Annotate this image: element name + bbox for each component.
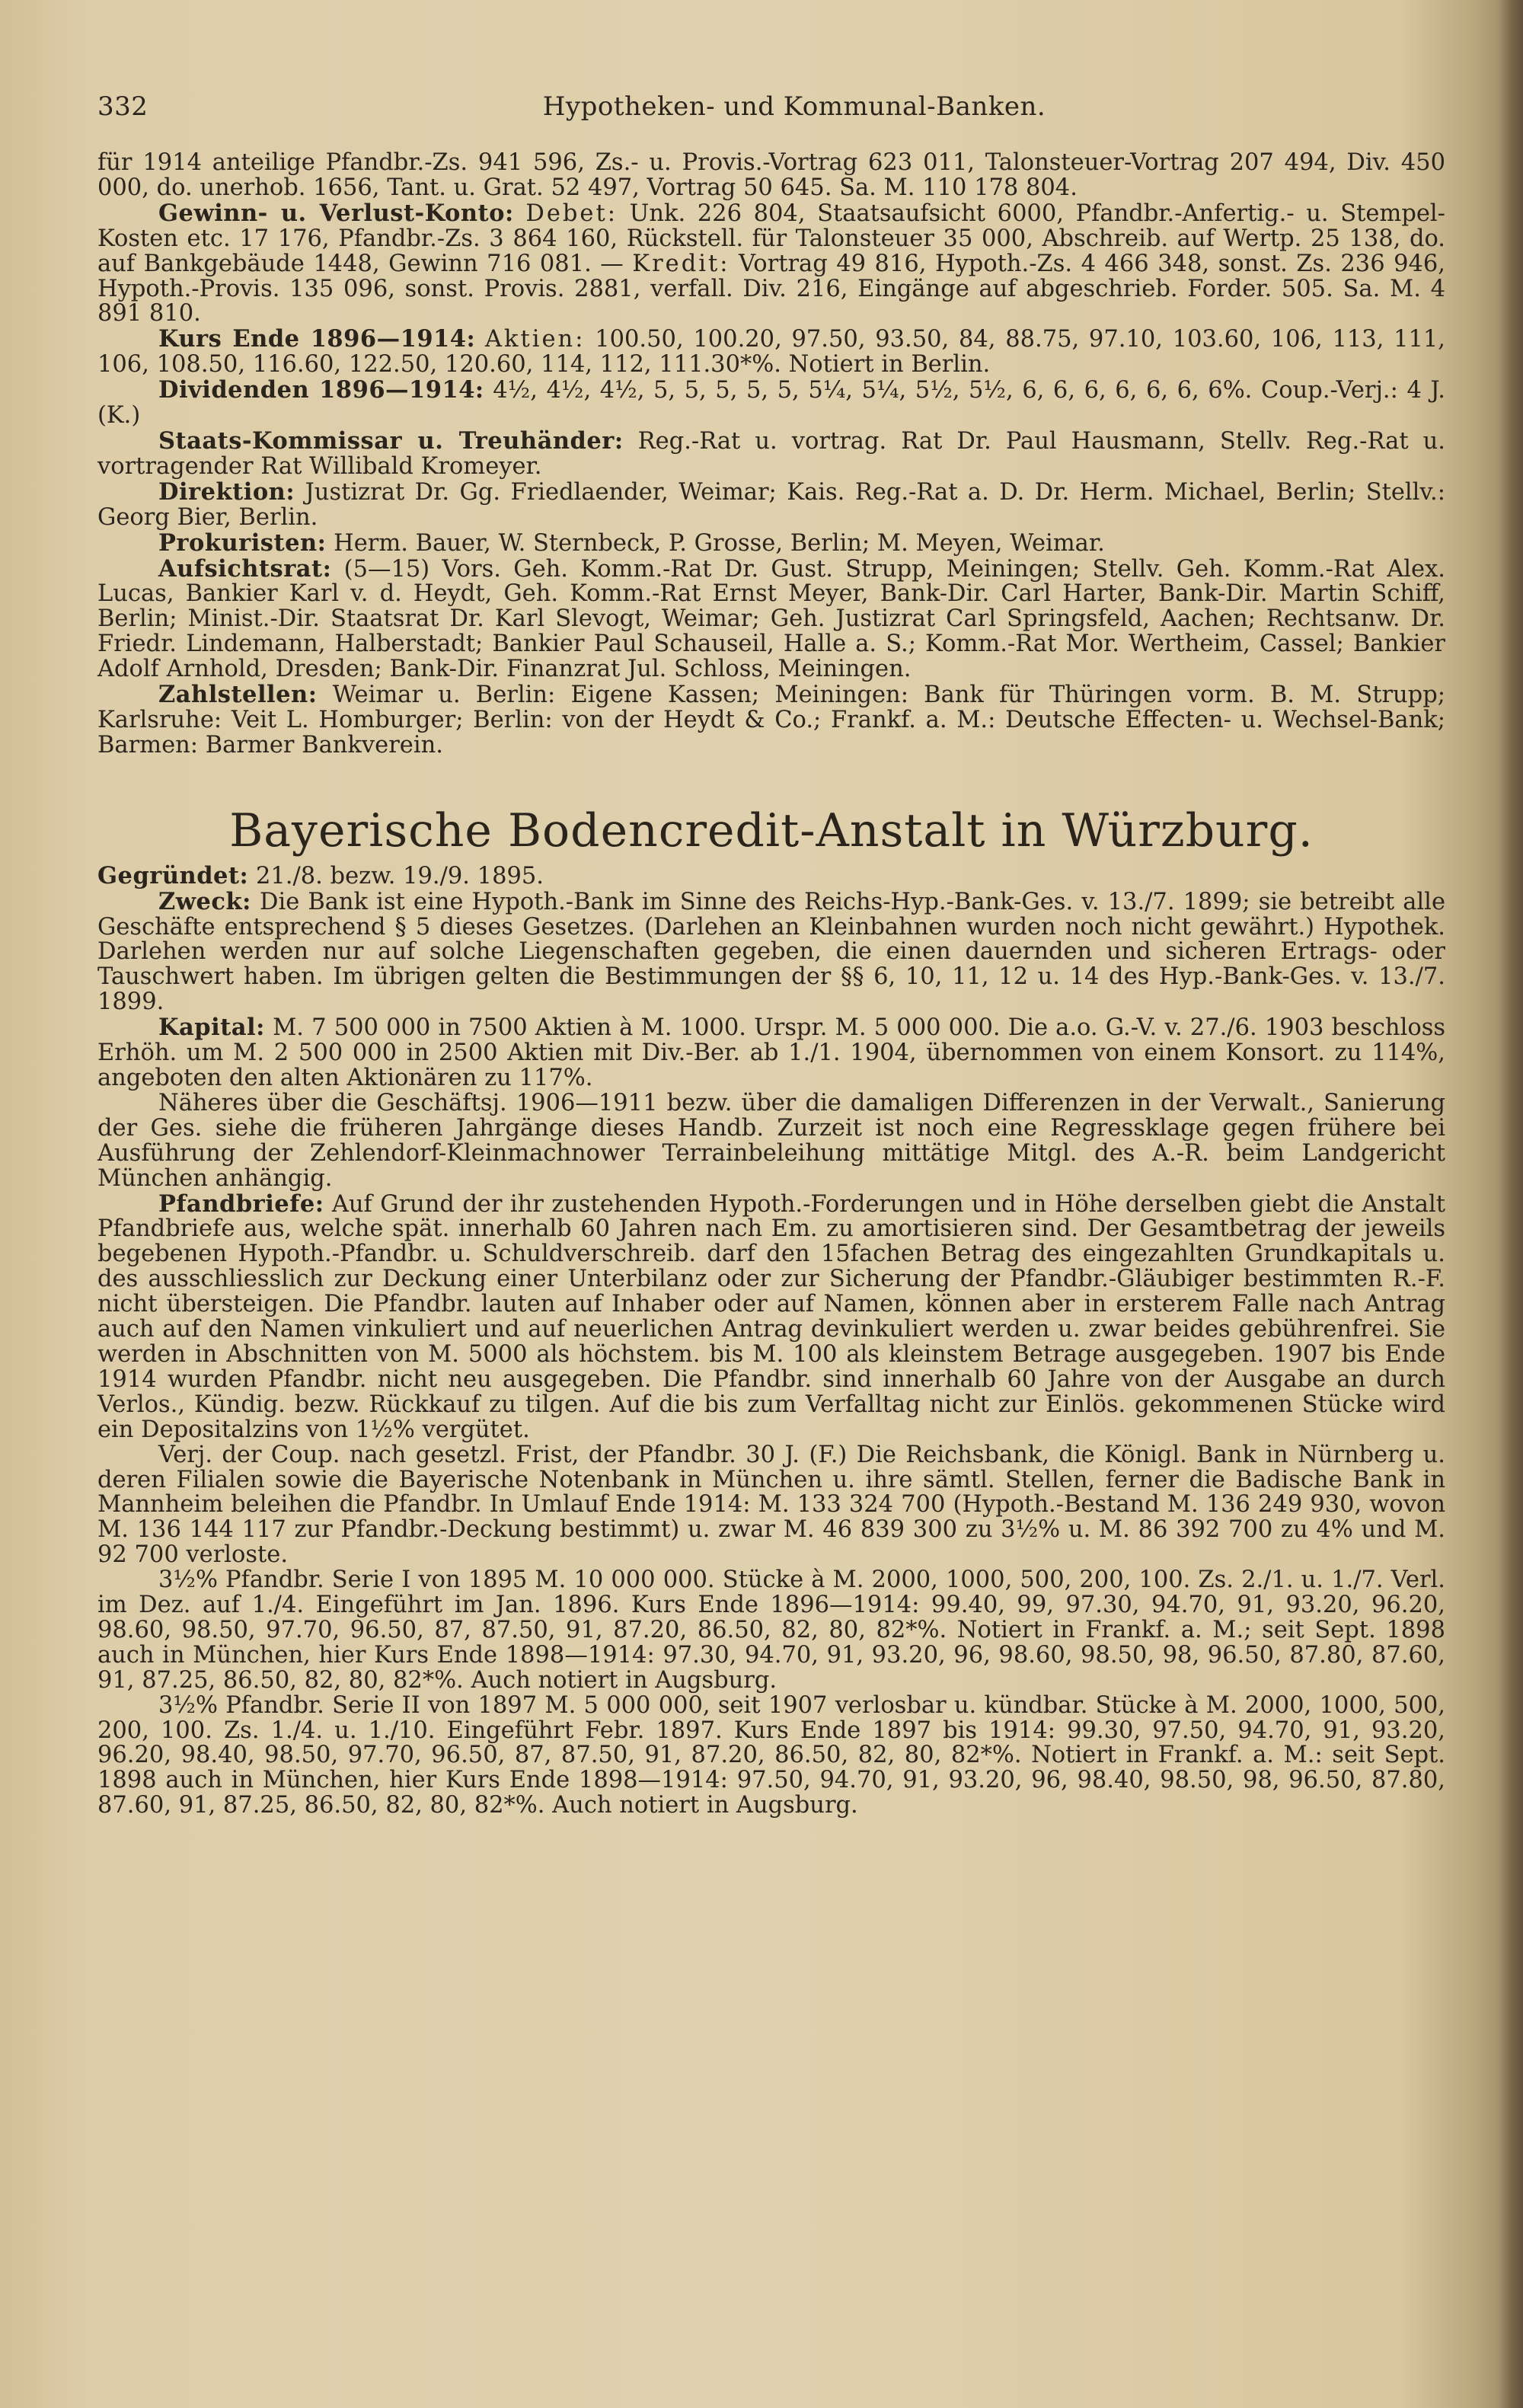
running-head <box>97 91 1445 137</box>
zweck-text: Die Bank ist eine Hypoth.-Bank im Sinne des Reichs-Hyp.-Bank-Ges. v. 13./7. 1899; sie betreibt alle Geschäfte entsprechend § 5 dieses Gesetzes. (Darlehen an Kleinbahnen wurden noch nicht gewährt.) Hypothek. Darlehen werden nur auf solche Liegenschaften gegeben, die einen dauernden und sicheren Ertrags- oder Tauschwert haben. Im übrigen gelten die Bestimmungen der §§ 6, 10, 11, 12 u. 14 des Hyp.-Bank-Ges. v. 13./7. 1899. <box>97 888 1445 1016</box>
direktion-label: Direktion: <box>158 477 295 506</box>
gegruendet-label: Gegründet: <box>97 861 249 889</box>
kapital-paragraph <box>97 1015 1445 1091</box>
kurs-paragraph <box>97 327 1445 378</box>
serie-1-paragraph: 3½% Pfandbr. Serie I von 1895 M. 10 000 000. Stücke à M. 2000, 1000, 500, 200, 100. Zs. 2./1. u. 1./7. Verl. im Dez. auf 1./4. Eingeführt im Jan. 1896. Kurs Ende 1896—1914: 99.40, 99, 97.30, 94.70, 91, 93.20, 96.20, 98.60, 98.50, 97.70, 96.50, 87, 87.50, 91, 87.20, 86.50, 82, 80, 82*%. Notiert in Frankf. a. M.; seit Sept. 1898 auch in München, hier Kurs Ende 1898—1914: 97.30, 94.70, 91, 93.20, 96, 98.60, 98.50, 98, 96.50, 87.80, 87.60, 91, 87.25, 86.50, 82, 80, 82*%. Auch notiert in Augsburg. <box>97 1566 1445 1694</box>
debet-text: Unk. 226 804, Staatsaufsicht 6000, Pfandbr.-Anfertig.- u. Stempel-Kosten etc. 17 176, Pfandbr.-Zs. 3 864 160, Rückstell. für Talonsteuer 35 000, Abschreib. auf Wertp. 25 138, do. auf Bankgebäude 1448, Gewinn 716 081. — <box>97 200 1445 277</box>
aktien-label: Aktien: <box>484 326 586 353</box>
pfandbriefe-paragraph <box>97 1192 1445 1443</box>
kredit-label: Kredit: <box>632 250 730 277</box>
pfandbriefe-text: Auf Grund der ihr zustehenden Hypoth.-Forderungen und in Höhe derselben giebt die Anstalt Pfandbriefe aus, welche spät. innerhalb 60 Jahren nach Em. zu amortisieren sind. Der Gesamtbetrag der jeweils begebenen Hypoth.-Pfandbr. u. Schuldverschreib. darf den 15fachen Betrag des eingezahlten Grundkapitals u. des ausschliesslich zur Deckung einer Unterbilanz oder zur Sicherung der Pfandbr.-Gläubiger bestimmten R.-F. nicht übersteigen. Die Pfandbr. lauten auf Inhaber oder auf Namen, können aber in ersterem Falle nach Antrag auch auf den Namen vinkuliert und auf neuerlichen Antrag devinkuliert werden u. zwar beides gebührenfrei. Sie werden in Abschnitten von M. 5000 als höchstem. bis M. 100 als kleinstem Betrage ausgegeben. 1907 bis Ende 1914 wurden Pfandbr. nicht neu ausgegeben. Die Pfandbr. sind innerhalb 60 Jahre von der Ausgabe an durch Verlos., Kündig. bezw. Rückkauf zu tilgen. Auf die bis zum Verfalltag nicht zur Einlös. gekommenen Stücke wird ein Depositalzins von 1½% vergütet. <box>97 1190 1445 1443</box>
dividenden-text: 4½, 4½, 4½, 5, 5, 5, 5, 5, 5¼, 5¼, 5½, 5½, 6, 6, 6, 6, 6, 6, 6%. Coup.-Verj.: 4 J. (K.) <box>97 377 1445 430</box>
kredit-text: Vortrag 49 816, Hypoth.-Zs. 4 466 348, sonst. Zs. 236 946, Hypoth.-Provis. 135 096, sonst. Provis. 2881, verfall. Div. 216, Eingänge auf abgeschrieb. Forder. 505. Sa. M. 4 891 810. <box>97 250 1445 327</box>
pfandbriefe-label: Pfandbriefe: <box>158 1190 324 1218</box>
gewinn-verlust-label: Gewinn- u. Verlust-Konto: <box>158 199 514 227</box>
dividenden-label: Dividenden 1896—1914: <box>158 376 484 404</box>
aufsichtsrat-label: Aufsichtsrat: <box>158 554 332 583</box>
direktion-text: Justizrat Dr. Gg. Friedlaender, Weimar; Kais. Reg.-Rat a. D. Dr. Herm. Michael, Berlin; Stellv.: Georg Bier, Berlin. <box>97 478 1445 531</box>
prev-balance-continuation: für 1914 anteilige Pfandbr.-Zs. 941 596, Zs.- u. Provis.-Vortrag 623 011, Talonsteuer-Vortrag 207 494, Div. 450 000, do. unerhob. 1656, Tant. u. Grat. 52 497, Vortrag 50 645. Sa. M. 110 178 804. <box>97 149 1445 201</box>
zahlstellen-label: Zahlstellen: <box>158 681 318 709</box>
zweck-paragraph <box>97 889 1445 1016</box>
zahlstellen-paragraph <box>97 682 1445 758</box>
kapital-text: M. 7 500 000 in 7500 Aktien à M. 1000. Urspr. M. 5 000 000. Die a.o. G.-V. v. 27./6. 1903 beschloss Erhöh. um M. 2 500 000 in 2500 Aktien mit Div.-Ber. ab 1./1. 1904, übernommen von einem Konsort. zu 114%, angeboten den alten Aktionären zu 117%. <box>97 1014 1445 1091</box>
staats-kommissar-paragraph <box>97 426 1445 480</box>
staats-kommissar-label: Staats-Kommissar u. Treuhänder: <box>158 426 624 455</box>
prokuristen-text: Herm. Bauer, W. Sternbeck, P. Grosse, Berlin; M. Meyen, Weimar. <box>334 529 1105 557</box>
page-edge-shadow <box>1497 0 1523 2408</box>
debet-label: Debet: <box>525 200 618 227</box>
prokuristen-paragraph <box>97 531 1445 557</box>
kapital-label: Kapital: <box>158 1014 265 1042</box>
serie-2-paragraph: 3½% Pfandbr. Serie II von 1897 M. 5 000 000, seit 1907 verlosbar u. kündbar. Stücke à M. 2000, 1000, 500, 200, 100. Zs. 1./4. u. 1./10. Eingeführt Febr. 1897. Kurs Ende 1897 bis 1914: 99.30, 97.50, 94.70, 91, 93.20, 96.20, 98.40, 98.50, 97.70, 96.50, 87, 87.50, 91, 87.20, 86.50, 82, 80, 82*%. Notiert in Frankf. a. M.: seit Sept. 1898 auch in München, hier Kurs Ende 1898—1914: 97.50, 94.70, 91, 93.20, 96, 98.40, 98.50, 98, 96.50, 87.80, 87.60, 91, 87.25, 86.50, 82, 80, 82*%. Auch notiert in Augsburg. <box>97 1691 1445 1819</box>
direktion-paragraph <box>97 477 1445 531</box>
zahlstellen-text: Weimar u. Berlin: Eigene Kassen; Meiningen: Bank für Thüringen vorm. B. M. Strupp; Karlsruhe: Veit L. Homburger; Berlin: von der Heydt & Co.; Frankf. a. M.: Deutsche Effecten- u. Wechsel-Bank; Barmen: Barmer Bankverein. <box>97 682 1445 758</box>
section-title: Bayerische Bodencredit-Anstalt in Würzburg. <box>229 803 1314 857</box>
page-number: 332 <box>97 91 148 122</box>
gegruendet-paragraph <box>97 861 1445 889</box>
gegruendet-text: 21./8. bezw. 19./9. 1895. <box>255 862 544 889</box>
gewinn-verlust-paragraph <box>97 201 1445 327</box>
running-title: Hypotheken- und Kommunal-Banken. <box>542 91 1046 122</box>
naeheres-paragraph: Näheres über die Geschäftsj. 1906—1911 bezw. über die damaligen Differenzen in der Verwalt., Sanierung der Ges. siehe die früheren Jahrgänge dieses Handb. Zurzeit ist noch eine Regressklage gegen frühere bei Ausführung der Zehlendorf-Kleinmachnower Terrainbeleihung mittätige Mitgl. des A.-R. beim Landgericht München anhängig. <box>97 1089 1445 1192</box>
zweck-label: Zweck: <box>158 887 251 915</box>
page-content <box>97 91 1445 1819</box>
kurs-label: Kurs Ende 1896—1914: <box>158 325 476 353</box>
prokuristen-label: Prokuristen: <box>158 529 327 557</box>
verjaehrung-paragraph: Verj. der Coup. nach gesetzl. Frist, der Pfandbr. 30 J. (F.) Die Reichsbank, die Königl. Bank in Nürnberg u. deren Filialen sowie die Bayerische Notenbank in München u. ihre sämtl. Stellen, ferner die Badische Bank in Mannheim beleihen die Pfandbr. In Umlauf Ende 1914: M. 133 324 700 (Hypoth.-Bestand M. 136 249 930, wovon M. 136 144 117 zur Pfandbr.-Deckung bestimmt) u. zwar M. 46 839 300 zu 3½% u. M. 86 392 700 zu 4% und M. 92 700 verloste. <box>97 1441 1445 1569</box>
aufsichtsrat-paragraph <box>97 554 1445 683</box>
staats-kommissar-text: Reg.-Rat u. vortrag. Rat Dr. Paul Hausmann, Stellv. Reg.-Rat u. vortragender Rat Willibald Kromeyer. <box>97 427 1445 480</box>
dividenden-paragraph <box>97 378 1445 429</box>
aufsichtsrat-text: (5—15) Vors. Geh. Komm.-Rat Dr. Gust. Strupp, Meiningen; Stellv. Geh. Komm.-Rat Alex. Lucas, Bankier Karl v. d. Heydt, Geh. Komm.-Rat Ernst Meyer, Bank-Dir. Carl Harter, Bank-Dir. Martin Schiff, Berlin; Minist.-Dir. Staatsrat Dr. Karl Slevogt, Weimar; Geh. Justizrat Carl Springsfeld, Aachen; Rechtsanw. Dr. Friedr. Lindemann, Halberstadt; Bankier Paul Schauseil, Halle a. S.; Komm.-Rat Mor. Wertheim, Cassel; Bankier Adolf Arnhold, Dresden; Bank-Dir. Finanzrat Jul. Schloss, Meiningen. <box>97 555 1445 683</box>
kurs-text: 100.50, 100.20, 97.50, 93.50, 84, 88.75, 97.10, 103.60, 106, 113, 111, 106, 108.50, 116.60, 122.50, 120.60, 114, 112, 111.30*%. Notiert in Berlin. <box>97 326 1445 378</box>
